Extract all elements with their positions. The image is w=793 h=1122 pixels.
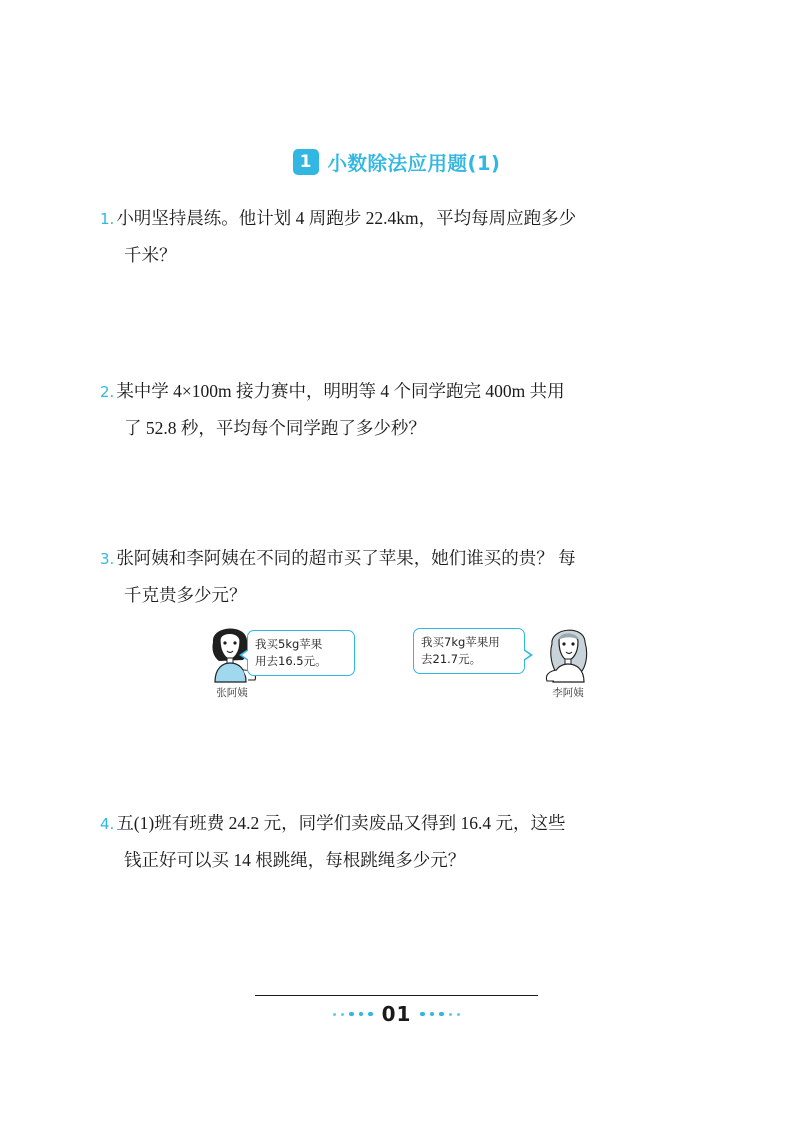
section-title-text: 小数除法应用题(1) <box>327 152 501 175</box>
question-2-number: 2. <box>100 383 115 401</box>
right-bubble-tail-inner <box>523 650 530 660</box>
right-person-figure <box>535 620 601 698</box>
question-4-text <box>100 805 704 878</box>
left-speech-line1: 我买5kg苹果 <box>255 637 323 651</box>
page-title <box>0 148 793 176</box>
section-number-badge: 1 <box>293 149 319 175</box>
question-3-line1: 张阿姨和李阿姨在不同的超市买了苹果，她们谁买的贵？ 每 <box>116 548 576 568</box>
right-person-speech-bubble <box>413 628 525 674</box>
footer-divider <box>255 995 538 996</box>
left-person-name: 张阿姨 <box>216 687 248 699</box>
footer-dot <box>349 1012 354 1017</box>
question-3-text <box>100 540 704 613</box>
left-bubble-tail-inner <box>242 650 249 660</box>
footer-dot <box>449 1013 452 1016</box>
footer-dot <box>439 1012 444 1017</box>
question-2-text <box>100 373 704 446</box>
question-4-number: 4. <box>100 815 115 833</box>
footer-dot <box>341 1013 344 1016</box>
question-3-illustration <box>195 620 615 710</box>
question-2 <box>100 373 704 446</box>
question-2-line1: 某中学 4×100m 接力赛中，明明等 4 个同学跑完 400m 共用 <box>116 381 565 401</box>
footer-dot <box>333 1013 336 1016</box>
question-1-line2: 千米？ <box>124 245 177 265</box>
question-1-line1: 小明坚持晨练。他计划 4 周跑步 22.4km，平均每周应跑多少 <box>116 208 577 228</box>
footer-dot <box>430 1012 435 1017</box>
question-3-line2: 千克贵多少元？ <box>124 585 247 605</box>
question-2-line2: 了 52.8 秒，平均每个同学跑了多少秒？ <box>124 418 426 438</box>
question-3-number: 3. <box>100 550 115 568</box>
right-speech-line2: 去21.7元。 <box>421 652 482 666</box>
left-person-speech-bubble <box>247 630 355 676</box>
question-4 <box>100 805 704 878</box>
page-number: 01 <box>381 1002 412 1026</box>
right-speech-line1: 我买7kg苹果用 <box>421 635 500 649</box>
right-person-name: 李阿姨 <box>552 687 584 699</box>
footer-dot <box>457 1013 460 1016</box>
footer-dots-right <box>420 1012 460 1017</box>
question-1-number: 1. <box>100 210 115 228</box>
question-3 <box>100 540 704 613</box>
question-1 <box>100 200 704 273</box>
footer-dot <box>420 1012 425 1017</box>
footer-dot <box>368 1012 373 1017</box>
page-footer <box>0 1002 793 1026</box>
question-4-line1: 五(1)班有班费 24.2 元，同学们卖废品又得到 16.4 元，这些 <box>116 813 566 833</box>
question-4-line2: 钱正好可以买 14 根跳绳，每根跳绳多少元？ <box>124 850 466 870</box>
left-speech-line2: 用去16.5元。 <box>255 654 327 668</box>
footer-dot <box>359 1012 364 1017</box>
question-1-text <box>100 200 704 273</box>
woman-light-hair-icon <box>535 620 601 694</box>
footer-dots-left <box>333 1012 373 1017</box>
